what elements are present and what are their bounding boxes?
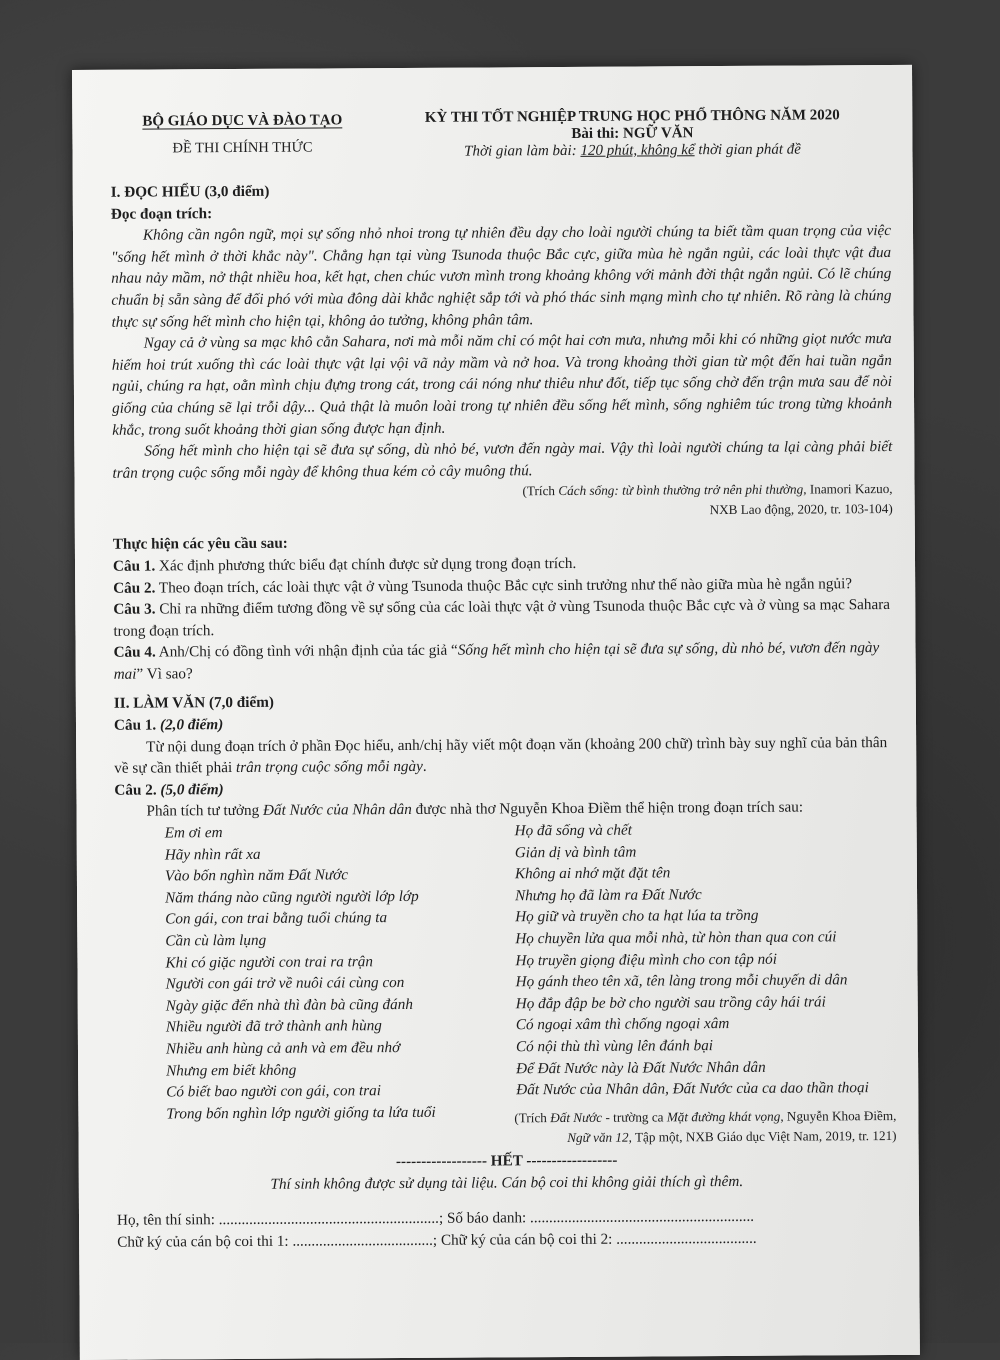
q1-label: Câu 1. [112, 557, 156, 575]
q4-text-a: Anh/Chị có đồng tình với nhận định của tác giả “ [155, 641, 458, 661]
proctor-signature-line: Chữ ký của cán bộ coi thi 1: .....................................; Chữ ký của cán bộ coi thi 2: ..................................... [117, 1229, 757, 1251]
c1-label: Câu 1. [113, 716, 157, 734]
cite-prefix: (Trích [522, 483, 559, 499]
cite-e: , Nguyễn Khoa Điềm, [780, 1108, 897, 1124]
poem-line: Người con gái trở về nuôi cái cùng con [165, 974, 405, 993]
poem-right-column [515, 818, 869, 1101]
exam-paper [72, 65, 920, 1360]
passage-paragraph-2: Ngay cả ở vùng sa mạc khô cằn Sahara, nơi mà mỗi năm chỉ có một hai cơn mưa, nhưng mỗi khi có những giọt nước mưa hiếm hoi trút xuống thì các loài thực vật lại vội vã nảy mầm và nở hoa. Và trong khoảng thời gian từ một đến hai tuần ngắn ngủi, chúng ra hạt, oằn mình chịu đựng trong cát, trong cái nóng như thiêu như đốt, tiếp tục sống chờ đến trận mưa sau để nòi giống của chúng sẽ lại trỗi dậy... Quả thật là muôn loài trong tự nhiên đều sống hết mình, sống nghiêm túc trong từng khoảnh khắc, trong suốt khoảng thời gian sống được hạn định. [111, 330, 893, 439]
header-left [112, 112, 372, 158]
poem-line: Cần cù làm lụng [165, 931, 267, 950]
c2-points: (5,0 điểm) [156, 780, 224, 799]
q3-text: Chỉ ra những điểm tương đồng về sự sống của các loài thực vật ở vùng Tsunoda thuộc Bắc cực và ở vùng sa mạc Sahara trong đoạn trích. [113, 596, 891, 640]
cite-g: , Tập một, NXB Giáo dục Việt Nam, 2019, tr. 121) [628, 1128, 897, 1145]
cite-a: (Trích [514, 1110, 551, 1126]
c1-points: (2,0 điểm) [156, 716, 224, 734]
q4-quote: Sống hết mình cho hiện tại sẽ đưa sự sống, dù nhỏ bé, vươn đến ngày mai [113, 639, 880, 683]
poem-line: Nhưng em biết không [166, 1061, 297, 1080]
passage-paragraph-1: Không cần ngôn ngữ, mọi sự sống nhỏ nhoi trong tự nhiên đều dạy cho loài người chúng ta biết tầm quan trọng của việc "sống hết mình ở thời khắc này". Chẳng hạn tại vùng Tsunoda thuộc Bắc cực, giữa mùa hè ngắn ngủi, các loài thực vật đua nhau nảy mầm, nở thật nhiều hoa, kết hạt, chen chúc vươn mình trong khoảng không với mảnh đời thật ngắn ngủi. Có lẽ chúng chuẩn bị sẵn sàng để đối phó với mùa đông dài khắc nghiệt sắp tới và phó thác sinh mạng mình cho tự nhiên. Rõ ràng là chúng thực sự sống hết mình cho hiện tại, không ảo tưởng, không phân tâm. [111, 222, 892, 331]
poem-line: Họ chuyền lửa qua mỗi nhà, từ hòn than qua con cúi [515, 928, 837, 948]
poem-line: Đất Nước của Nhân dân, Đất Nước của ca dao thần thoại [516, 1079, 869, 1099]
exam-note: Thí sinh không được sử dụng tài liệu. Cán bộ coi thi không giải thích gì thêm. [270, 1172, 744, 1193]
cite-c: - trường ca [602, 1109, 667, 1125]
exam-time [392, 141, 872, 161]
time-value: 120 phút, không kể [580, 142, 695, 159]
cite-f: Ngữ văn 12 [567, 1129, 629, 1146]
poem-line: Có nội thù thì vùng lên đánh bại [515, 1037, 714, 1056]
c1-text-b: . [422, 758, 427, 776]
c1-text-emphasis: trân trọng cuộc sống mỗi ngày [235, 758, 423, 777]
poem-line: Họ đắp đập be bờ cho người sau trồng cây hái trái [515, 993, 826, 1013]
q1-text: Xác định phương thức biểu đạt chính được sử dụng trong đoạn trích. [155, 554, 577, 575]
poem-line: Giản dị và bình tâm [514, 843, 637, 861]
header-right [392, 107, 872, 161]
passage-citation [113, 479, 893, 524]
q3-label: Câu 3. [113, 600, 156, 618]
poem-line: Họ truyền giọng điệu mình cho con tập nói [515, 950, 778, 969]
poem-line: Trong bốn nghìn lớp người giống ta lứa tuổi [166, 1103, 436, 1123]
candidate-name-line: Họ, tên thí sinh: ..........................................................; Số báo danh: ........................................................... [116, 1208, 755, 1229]
cite-author: , Inamori Kazuo, [803, 481, 893, 497]
poem-line: Con gái, con trai bằng tuổi chúng ta [165, 909, 388, 928]
poem-line: Ngày giặc đến nhà thì đàn bà cũng đánh [165, 995, 413, 1015]
cite-book: Cách sống: từ bình thường trở nên phi thường [558, 481, 804, 499]
part1-title: I. ĐỌC HIỂU (3,0 điểm) [110, 182, 270, 201]
cite-d: Mặt đường khát vọng [666, 1108, 781, 1125]
poem-line: Em ơi em [164, 824, 223, 842]
poem-line: Họ gánh theo tên xã, tên làng trong mỗi chuyến di dân [515, 971, 848, 991]
poem-line: Hãy nhìn rất xa [164, 845, 261, 864]
poem-line: Khi có giặc người con trai ra trận [165, 952, 374, 972]
cite-b: Đất Nước [550, 1109, 603, 1126]
poem-line: Họ giữ và truyền cho ta hạt lúa ta trồng [515, 907, 759, 926]
read-label: Đọc đoạn trích: [110, 204, 213, 223]
poem-line: Năm tháng nào cũng người người lớp lớp [165, 887, 419, 907]
exam-subject: Bài thi: NGỮ VĂN [571, 125, 694, 142]
question-4 [113, 637, 893, 685]
c2-text-emphasis: Đất Nước của Nhân dân [262, 801, 412, 820]
c1-text-a: Từ nội dung đoạn trích ở phần Đọc hiểu, anh/chị hãy viết một đoạn văn (khoảng 200 chữ) trình bày suy nghĩ của bản thân về sự cần thiết phải [114, 733, 888, 778]
passage-paragraph-3: Sống hết mình cho hiện tại sẽ đưa sự sống, dù nhỏ bé, vươn đến ngày mai. Vậy thì loài người chúng ta lại càng phải biết trân trọng cuộc sống mỗi ngày để không thua kém cỏ cây muông thú. [112, 438, 893, 482]
poem-line: Có ngoại xâm thì chống ngoại xâm [515, 1015, 730, 1034]
poem-line: Vào bốn nghìn năm Đất Nước [164, 866, 349, 885]
part2-title: II. LÀM VĂN (7,0 điểm) [113, 694, 274, 713]
poem-line: Không ai nhớ mặt đặt tên [514, 864, 671, 883]
exam-body [111, 177, 898, 1253]
q4-label: Câu 4. [113, 643, 156, 662]
poem-line: Nhưng họ đã làm ra Đất Nước [514, 885, 702, 905]
poem-line: Để Đất Nước này là Đất Nước Nhân dân [516, 1058, 766, 1077]
c2-text-a: Phân tích tư tưởng [146, 802, 264, 820]
question-3 [113, 594, 893, 642]
time-prefix: Thời gian làm bài: [464, 142, 581, 160]
q2-text: Theo đoạn trích, các loài thực vật ở vùng Tsunoda thuộc Bắc cực sinh trưởng như thế nào giữa mùa hè ngắn ngủi? [155, 574, 853, 597]
c2-label: Câu 2. [114, 781, 157, 799]
poem-line: Nhiều người đã trở thành anh hùng [165, 1017, 382, 1036]
ministry-name: BỘ GIÁO DỤC VÀ ĐÀO TẠO [142, 112, 343, 130]
essay-question-1-text [114, 732, 894, 780]
cite-publisher: NXB Lao động, 2020, tr. 103-104) [709, 501, 893, 518]
exam-title: KỲ THI TỐT NGHIỆP TRUNG HỌC PHỔ THÔNG NĂM 2020 [424, 107, 840, 126]
time-suffix: thời gian phát đề [694, 141, 801, 159]
q4-text-b: ” Vì sao? [136, 665, 193, 683]
official-label: ĐỀ THI CHÍNH THỨC [172, 139, 313, 157]
poem-line: Họ đã sống và chết [514, 821, 632, 840]
end-marker: ------------------ HẾT ------------------ [395, 1151, 618, 1171]
poem-left-column [165, 821, 436, 1125]
poem-line: Có biết bao người con gái, con trai [166, 1082, 381, 1101]
tasks-label: Thực hiện các yêu cầu sau: [112, 535, 288, 554]
poem-line: Nhiều anh hùng cả anh và em đều nhớ [165, 1038, 401, 1058]
q2-label: Câu 2. [113, 579, 156, 597]
c2-text-b: được nhà thơ Nguyễn Khoa Điềm thể hiện trong đoạn trích sau: [411, 798, 804, 819]
